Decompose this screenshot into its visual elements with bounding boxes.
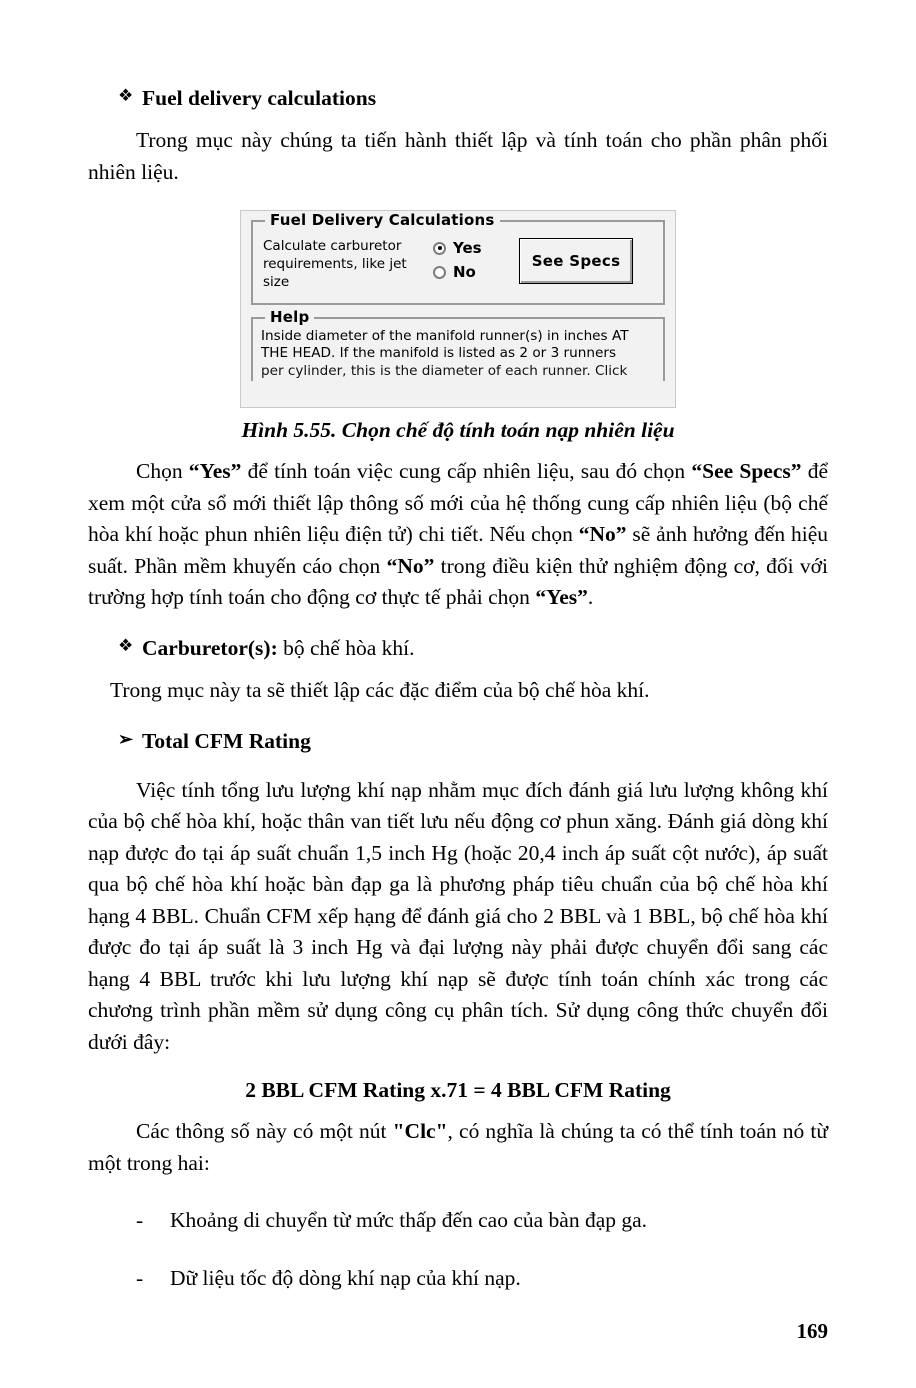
p-bold-yes-2: “Yes” [535, 585, 588, 610]
list-item-text: Khoảng di chuyển từ mức thấp đến cao của bàn đạp ga. [170, 1208, 648, 1233]
software-screenshot [240, 210, 676, 408]
paragraph-intro: Trong mục này chúng ta tiến hành thiết lập và tính toán cho phần phân phối nhiên liệu. [88, 128, 828, 184]
dash-bullet-icon: - [136, 1265, 144, 1290]
p-part-4: sẽ ảnh hưởng đến hiệu suất. Phần mềm khuyến cáo chọn [88, 522, 828, 578]
heading-text: Fuel delivery calculations [142, 86, 377, 110]
heading-text [142, 634, 828, 662]
diamond-bullet-icon: ❖ [118, 86, 134, 105]
radio-option-no[interactable] [433, 263, 515, 281]
arrow-bullet-icon: ➢ [118, 728, 134, 749]
calculate-carburetor-label: Calculate carburetor requirements, like jet size [263, 238, 407, 290]
p-bold-no-1: “No” [578, 522, 627, 547]
list-item [136, 1263, 828, 1294]
page-number: 169 [796, 1319, 828, 1343]
paragraph-clc-button [88, 1116, 828, 1179]
list-item-text: Dữ liệu tốc độ dòng khí nạp của khí nạp. [170, 1265, 521, 1290]
carburetors-bold: Carburetor(s): [142, 635, 278, 660]
radio-yes-label: Yes [453, 239, 482, 258]
help-line-2: THE HEAD. If the manifold is listed as 2 or 3 runners [261, 345, 617, 362]
page-content [88, 84, 828, 1294]
heading-carburetors [118, 634, 828, 662]
radio-no-icon[interactable] [433, 266, 446, 279]
see-specs-button[interactable]: See Specs [519, 238, 633, 284]
p-part-6: . [587, 585, 594, 610]
radio-yes-icon[interactable] [433, 242, 446, 255]
dash-bullet-icon: - [136, 1208, 144, 1233]
radio-no-label: No [453, 263, 476, 282]
p-part-3: để xem một cửa sổ mới thiết lập thông số mới của hệ thống cung cấp nhiên liệu (bộ chế hòa khí hoặc phun nhiên liệu điện tử) chi tiết. Nếu chọn [88, 459, 828, 547]
paragraph-cfm-explanation: Việc tính tổng lưu lượng khí nạp nhằm mục đích đánh giá lưu lượng không khí của bộ chế hòa khí, hoặc thân van tiết lưu nếu động cơ phun xăng. Đánh giá dòng khí nạp được đo tại áp suất chuẩn 1,5 inch Hg (hoặc 20,4 inch áp suất cột nước), áp suất qua bộ chế hòa khí hoặc bàn đạp ga là phương pháp tiêu chuẩn của bộ chế hòa khí hạng 4 BBL. Chuẩn CFM xếp hạng để đánh giá cho 2 BBL và 1 BBL, bộ chế hòa khí được đo tại áp suất là 3 inch Hg và đại lượng này phải được chuyển đổi sang các hạng 4 BBL trước khi lưu lượng khí nạp sẽ được tính toán chính xác trong các chương trình phần mềm sử dụng công cụ phân tích. Sử dụng công thức chuyển đổi dưới đây: [88, 778, 828, 1054]
p-part-5: trong điều kiện thử nghiệm động cơ, đối với trường hợp tính toán cho động cơ thực tế phải chọn [88, 553, 829, 610]
figure-5-55 [88, 210, 828, 408]
groupbox-fuel-delivery-calculations [251, 211, 665, 304]
p-part-2: để tính toán việc cung cấp nhiên liệu, sau đó chọn [241, 459, 692, 484]
clc-bold: "Clc" [392, 1119, 448, 1144]
p-bold-see-specs: “See Specs” [691, 459, 802, 484]
list-item [136, 1205, 828, 1236]
carburetors-rest: bộ chế hòa khí. [277, 635, 415, 660]
help-text [253, 319, 663, 381]
diamond-bullet-icon: ❖ [118, 635, 134, 655]
heading-text: Total CFM Rating [142, 728, 311, 753]
figure-caption: Hình 5.55. Chọn chế độ tính toán nạp nhiên liệu [241, 418, 675, 443]
paragraph-carburetor-features: Trong mục này ta sẽ thiết lập các đặc điểm của bộ chế hòa khí. [110, 678, 650, 703]
clc-part-2: , có nghĩa là chúng ta có thể tính toán nó từ một trong hai: [88, 1119, 828, 1175]
formula-cfm-conversion: 2 BBL CFM Rating x.71 = 4 BBL CFM Rating [245, 1078, 671, 1103]
heading-total-cfm-rating [118, 727, 828, 755]
radio-group-calculate [433, 238, 515, 287]
groupbox-title: Fuel Delivery Calculations [265, 211, 500, 229]
p-bold-yes: “Yes” [188, 459, 242, 484]
heading-fuel-delivery-calculations [118, 84, 828, 112]
help-line-1: Inside diameter of the manifold runner(s) in inches AT [261, 327, 629, 344]
clc-part-1: Các thông số này có một nút [136, 1119, 393, 1144]
radio-option-yes[interactable] [433, 239, 515, 257]
paragraph-yes-no-explanation [88, 456, 828, 613]
help-line-3: per cylinder, this is the diameter of each runner. Click [261, 363, 628, 380]
groupbox-help [251, 307, 665, 381]
help-title: Help [265, 308, 314, 326]
p-bold-no-2: “No” [386, 553, 435, 578]
p-part-1: Chọn [136, 459, 189, 484]
